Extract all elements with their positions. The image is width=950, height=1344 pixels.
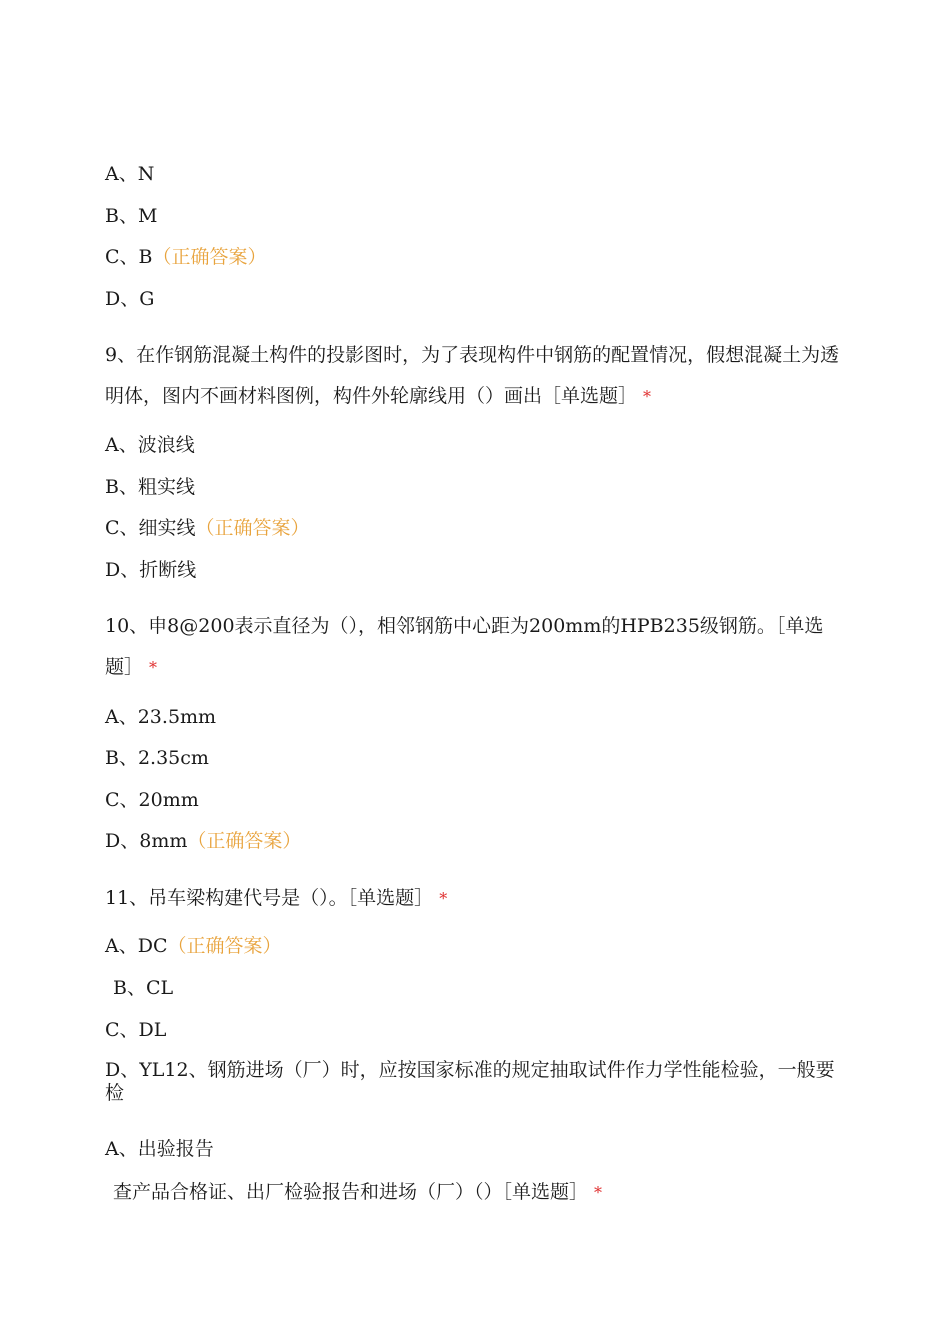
q9-option-d[interactable]	[105, 558, 196, 582]
q11-question	[105, 886, 447, 911]
q11-option-c-text: C、DL	[105, 1019, 167, 1041]
q9-question	[105, 335, 840, 417]
required-star: *	[439, 889, 448, 908]
q10-option-d-text: D、8mm	[105, 830, 188, 852]
q8-option-a[interactable]	[105, 162, 154, 186]
q10-option-a-text: A、23.5mm	[105, 706, 217, 728]
q9-option-a-text: A、波浪线	[105, 434, 195, 456]
q8-option-c-text: C、B	[105, 246, 153, 268]
q8-option-d-text: D、G	[105, 288, 155, 310]
q11-option-d[interactable]	[105, 1059, 840, 1105]
q8-option-b[interactable]	[105, 204, 157, 228]
q12-option-a[interactable]	[105, 1137, 214, 1161]
q10-question-text: 10、申8@200表示直径为（），相邻钢筋中心距为200mm的HPB235级钢筋。［单选题］	[105, 615, 824, 678]
q8-option-d[interactable]	[105, 287, 154, 311]
q9-option-c[interactable]	[105, 516, 310, 540]
q9-option-c-text: C、细实线	[105, 517, 196, 539]
q11-option-b-text: B、CL	[113, 977, 174, 999]
q11-option-d-text: D、YL12、钢筋进场（厂）时，应按国家标准的规定抽取试件作力学性能检验，一般要检	[105, 1059, 835, 1104]
q10-option-d[interactable]	[105, 829, 301, 853]
required-star: *	[643, 387, 652, 406]
correct-answer-label: （正确答案）	[187, 830, 302, 852]
q12-option-a-text: A、出验报告	[105, 1138, 214, 1160]
q10-question	[105, 606, 840, 688]
q10-option-b-text: B、2.35cm	[105, 747, 209, 769]
q9-option-b[interactable]	[105, 475, 195, 499]
q9-option-b-text: B、粗实线	[105, 476, 195, 498]
q9-option-a[interactable]	[105, 433, 195, 457]
correct-answer-label: （正确答案）	[167, 935, 282, 957]
q12-question-text: 查产品合格证、出厂检验报告和进场（厂）（）［单选题］	[113, 1181, 589, 1203]
q9-option-d-text: D、折断线	[105, 559, 197, 581]
correct-answer-label: （正确答案）	[152, 246, 267, 268]
q10-option-b[interactable]	[105, 746, 209, 770]
q11-option-b[interactable]	[113, 976, 173, 1000]
q10-option-a[interactable]	[105, 705, 216, 729]
required-star: *	[149, 658, 158, 677]
q9-question-text: 9、在作钢筋混凝土构件的投影图时，为了表现构件中钢筋的配置情况，假想混凝土为透明体，图内不画材料图例，构件外轮廓线用（）画出［单选题］	[105, 344, 840, 407]
q8-option-b-text: B、M	[105, 205, 158, 227]
q8-option-c[interactable]	[105, 245, 267, 269]
q11-option-a-text: A、DC	[105, 935, 168, 957]
q11-option-c[interactable]	[105, 1018, 166, 1042]
required-star: *	[594, 1183, 603, 1202]
q11-question-text: 11、吊车梁构建代号是（）。［单选题］	[105, 887, 434, 909]
q11-option-a[interactable]	[105, 934, 282, 958]
q10-option-c[interactable]	[105, 788, 199, 812]
q8-option-a-text: A、N	[105, 163, 155, 185]
q10-option-c-text: C、20mm	[105, 789, 199, 811]
q12-question	[113, 1181, 633, 1204]
correct-answer-label: （正确答案）	[195, 517, 310, 539]
